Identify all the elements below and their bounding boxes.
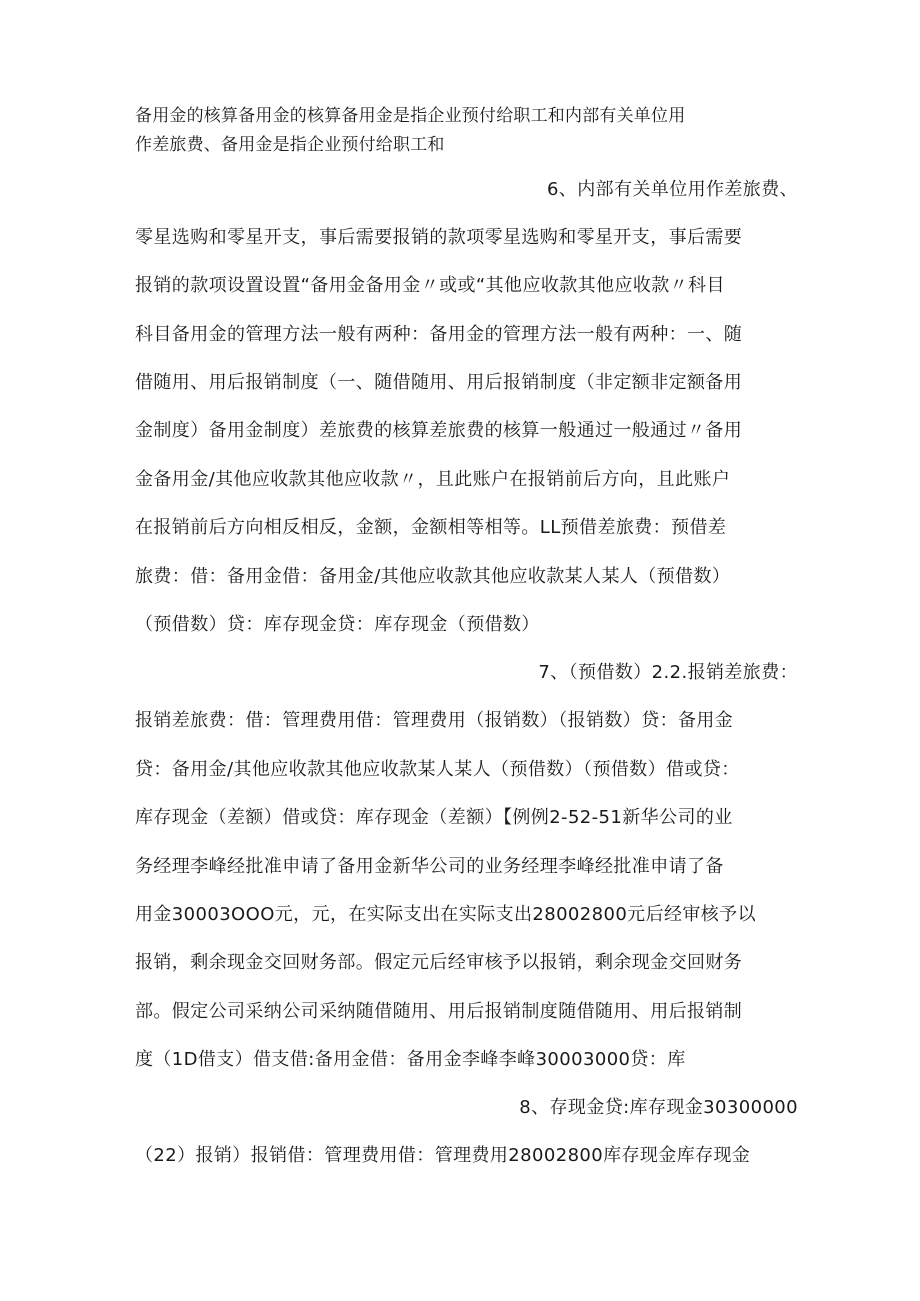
text-line-21: 度（1D借支）借支借:备用金借：备用金李峰李峰30003000贷：库 — [135, 1049, 686, 1070]
text-line-8: 金制度）备用金制度）差旅费的核算差旅费的核算一般通过一般通过〃备用 — [135, 420, 743, 441]
text-line-2: 作差旅费、备用金是指企业预付给职工和 — [135, 135, 445, 155]
text-line-14: 报销差旅费：借：管理费用借：管理费用（报销数）（报销数）贷：备用金 — [135, 710, 734, 731]
text-line-19: 报销，剩余现金交回财务部。假定元后经审核予以报销，剩余现金交回财务 — [135, 952, 743, 973]
text-line-4: 零星选购和零星开支，事后需要报销的款项零星选购和零星开支，事后需要 — [135, 227, 743, 248]
text-line-23: （22）报销）报销借：管理费用借：管理费用28002800库存现金库存现金 — [135, 1145, 751, 1166]
text-line-12: （预借数）贷：库存现金贷：库存现金（预借数） — [135, 614, 540, 635]
text-line-9: 金备用金/其他应收款其他应收款〃，且此账户在报销前后方向，且此账户 — [135, 469, 731, 490]
text-line-20: 部。假定公司采纳公司采纳随借随用、用后报销制度随借随用、用后报销制 — [135, 1001, 743, 1022]
text-line-6: 科目备用金的管理方法一般有两种：备用金的管理方法一般有两种：一、随 — [135, 324, 743, 345]
text-line-22: 8、存现金贷:库存现金30300000 — [519, 1097, 798, 1118]
text-line-15: 贷：备用金/其他应收款其他应收款某人某人（预借数）（预借数）借或贷： — [135, 759, 740, 780]
text-line-17: 务经理李峰经批准申请了备用金新华公司的业务经理李峰经批准申请了备 — [135, 856, 724, 877]
text-line-1: 备用金的核算备用金的核算备用金是指企业预付给职工和内部有关单位用 — [135, 106, 686, 126]
text-line-11: 旅费：借：备用金借：备用金/其他应收款其他应收款某人某人（预借数） — [135, 566, 731, 587]
text-line-10: 在报销前后方向相反相反，金额，金额相等相等。LL预借差旅费：预借差 — [135, 517, 727, 538]
text-line-13: 7、（预借数）2.2.报销差旅费： — [538, 662, 798, 683]
text-line-16: 库存现金（差额）借或贷：库存现金（差额）【例例2-52-51新华公司的业 — [135, 807, 733, 828]
text-line-5: 报销的款项设置设置“备用金备用金〃或或“其他应收款其他应收款〃科目 — [135, 275, 725, 296]
text-line-18: 用金30003OOO元，元，在实际支出在实际支出28002800元后经审核予以 — [135, 904, 756, 925]
text-line-3: 6、内部有关单位用作差旅费、 — [546, 179, 798, 200]
text-line-7: 借随用、用后报销制度（一、随借随用、用后报销制度（非定额非定额备用 — [135, 372, 743, 393]
